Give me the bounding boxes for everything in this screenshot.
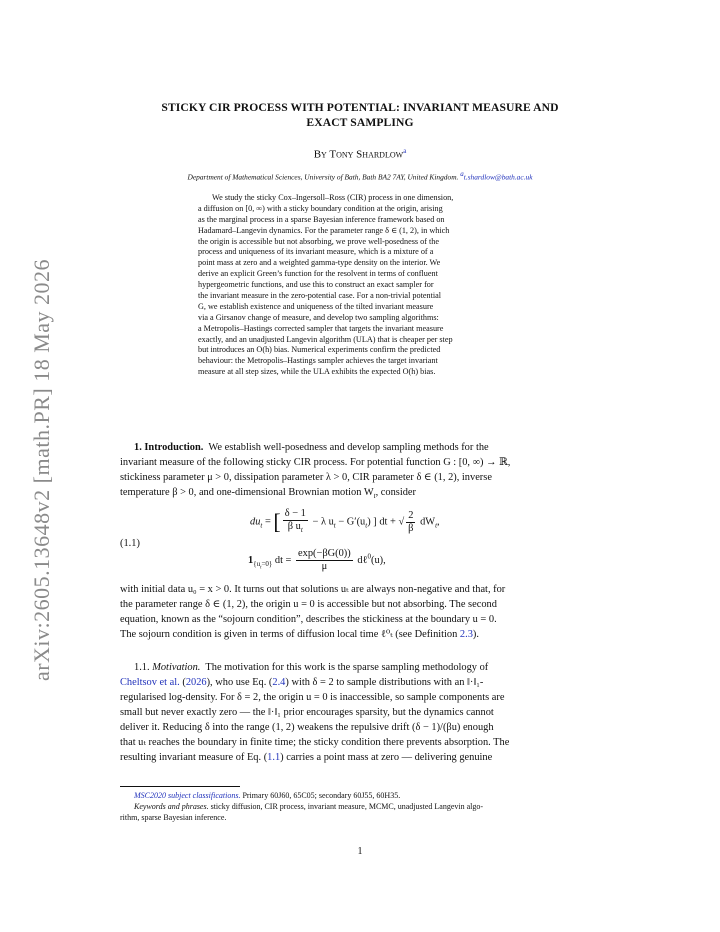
author-affil-mark[interactable]: a: [403, 147, 407, 155]
equation-sojourn: $1_{\{u_t=0\}}$ dt = $\frac{\exp(-\beta G(0))}{\mu}$ dℓ$^0$(u),: [248, 548, 386, 572]
abstract-line: the invariant measure in the zero-potential case. For a non-trivial potential: [198, 291, 442, 301]
page-number: 1: [357, 846, 363, 857]
abstract-line: measure at all step sizes, while the ULA exhibits the expected O(h) bias.: [198, 367, 436, 377]
abstract-line: G, we establish existence and uniqueness of the tilted invariant measure: [198, 301, 434, 311]
author-line: By Tony Shardlow$^a$: [313, 147, 407, 161]
citation-year-link[interactable]: 2026: [185, 677, 207, 688]
equation-ref-link-2[interactable]: 1.1: [267, 752, 281, 763]
abstract-line: hypergeometric functions, and use this to construct an exact sampler for: [198, 280, 434, 290]
abstract-line: exactly, and an unadjusted Langevin algorithm (ULA) that is cheaper per step: [198, 334, 453, 344]
equation-ref-link[interactable]: 2.4: [272, 677, 286, 688]
footnote-rule: [120, 786, 240, 787]
affiliation: Department of Mathematical Sciences, University of Bath, Bath BA2 7AY, United Kingdom. $^a$t.shardlow@bath.ac.uk: [187, 170, 533, 182]
abstract-line: as the marginal process in a sparse Bayesian inference framework based on: [198, 214, 445, 224]
abstract-line: the origin is accessible but not absorbing, we prove well-posedness of the: [198, 236, 440, 246]
author-name: Tony Shardlow: [329, 148, 404, 161]
intro-heading: 1. Introduction.: [134, 442, 204, 453]
arxiv-stamp: [22, 240, 62, 700]
abstract-line: a diffusion on [0, ∞) with a sticky boundary condition at the origin, arising: [198, 203, 443, 213]
abstract-line: via a Girsanov change of measure, and develop two sampling algorithms:: [198, 312, 439, 322]
definition-link[interactable]: 2.3: [459, 629, 473, 640]
abstract-line: point mass at zero and a weighted gamma-type density on the interior. We: [198, 258, 441, 268]
abstract-line: process and uniqueness of its invariant measure, which is a mixture of a: [198, 247, 434, 257]
citation-link[interactable]: Cheltsov et al.: [120, 677, 180, 688]
email-link[interactable]: t.shardlow@bath.ac.uk: [463, 172, 533, 182]
footnote: MSC2020 subject classifications. Primary 60J60, 65C05; secondary 60J55, 60H35. Keywords and phrases. sticky diffusion, CIR process, invariant measure, MCMC, unadjusted Langevin algo- rithm, sparse Bayesian inference.: [120, 790, 600, 823]
motivation-section: 1.1. Motivation. The motivation for this work is the sparse sampling methodology of Cheltsov et al. (2026), who use Eq. (2.4) with δ = 2 to sample distributions with an ‖·‖₁- regularised log-density. For δ = 2, the origin u = 0 is inaccessible, so sample components are small but never exactly zero — the ‖·‖₁ prior encourages sparsity, but the dynamics cannot deliver it. Reducing δ into the range (1, 2) weakens the repulsive drift (δ − 1)/(βu) enough that uₜ reaches the boundary in finite time; the sticky condition there prevents absorption. The resulting invariant measure of Eq. (1.1) carries a point mass at zero — delivering genuine: [120, 662, 510, 763]
equation-sde: $du_t$ = [ $\frac{\delta - 1}{\beta u_t}$ − λ $u_t - G'(u_t)$ ] dt + √ $\frac{2}{\beta}$ $dW_t$,: [250, 508, 440, 535]
abstract-line: derive an explicit Green’s function for the resolvent in terms of confluent: [198, 269, 438, 279]
msc-link[interactable]: MSC2020 subject classifications.: [134, 791, 241, 800]
equation-label: (1.1): [120, 538, 140, 549]
introduction-section: 1. Introduction. We establish well-posedness and develop sampling methods for the invariant measure of the following sticky CIR process. For potential function G : [0, ∞) → ℝ, stickiness parameter μ > 0, dissipation parameter λ > 0, CIR parameter δ ∈ (1, 2), inverse temperature β > 0, and one-dimensional Brownian motion $W_t$, consider: [120, 442, 511, 501]
motivation-heading: Motivation.: [152, 662, 201, 673]
abstract-line: a Metropolis–Hastings corrected sampler that targets the invariant measure: [198, 323, 444, 333]
arxiv-stamp-text: arXiv:2605.13648v2 [math.PR] 18 May 2026: [29, 258, 54, 682]
post-equation-text: with initial data u₀ = x > 0. It turns out that solutions uₜ are always non-negative and that, for the parameter range δ ∈ (1, 2), the origin u = 0 is accessible but not absorbing. The second equation, known as the “sojourn condition”, describes the stickiness at the boundary u = 0. The sojourn condition is given in terms of diffusion local time ℓ⁰ₜ (see Definition 2.3).: [120, 584, 506, 640]
paper-title: STICKY CIR PROCESS WITH POTENTIAL: INVARIANT MEASURE AND EXACT SAMPLING: [161, 101, 559, 129]
abstract: [198, 193, 523, 378]
abstract-line: Hadamard–Langevin dynamics. For the parameter range δ ∈ (1, 2), in which: [198, 225, 450, 235]
abstract-line: We study the sticky Cox–Ingersoll–Ross (CIR) process in one dimension,: [212, 193, 454, 202]
abstract-line: behaviour: the Metropolis–Hastings sampler achieves the target invariant: [198, 356, 438, 366]
abstract-line: but introduces an O(h) bias. Numerical experiments confirm the predicted: [198, 345, 441, 355]
